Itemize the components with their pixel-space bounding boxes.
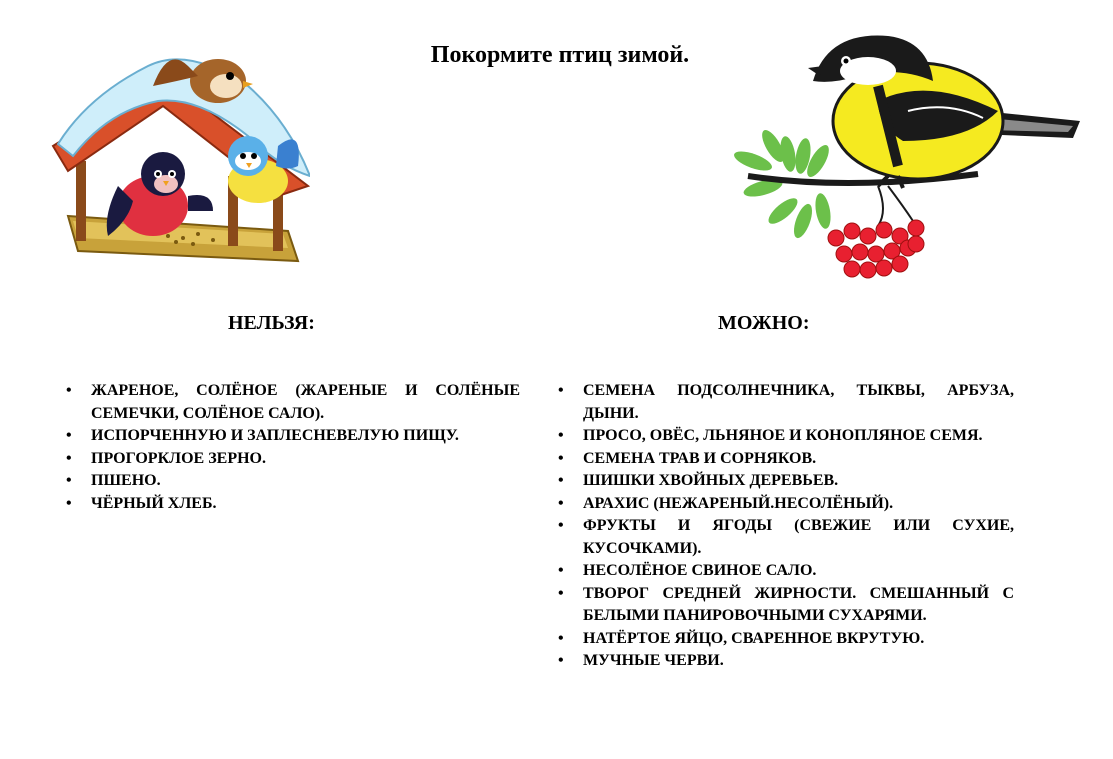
forbidden-heading: НЕЛЬЗЯ: xyxy=(228,312,315,334)
list-item: • ИСПОРЧЕННУЮ И ЗАПЛЕСНЕВЕЛУЮ ПИЩУ. xyxy=(64,425,520,448)
list-item: • ШИШКИ ХВОЙНЫХ ДЕРЕВЬЕВ. xyxy=(556,470,1014,493)
list-item: • СЕМЕНА ПОДСОЛНЕЧНИКА, ТЫКВЫ, АРБУЗА, ДЫНИ. xyxy=(556,380,1014,425)
page-title: Покормите птиц зимой. xyxy=(430,42,690,68)
list-item: • СЕМЕНА ТРАВ И СОРНЯКОВ. xyxy=(556,448,1014,471)
list-item: • НАТЁРТОЕ ЯЙЦО, СВАРЕННОЕ ВКРУТУЮ. xyxy=(556,628,1014,651)
forbidden-list xyxy=(64,380,520,515)
list-item: • НЕСОЛЁНОЕ СВИНОЕ САЛО. xyxy=(556,560,1014,583)
list-item: • ПРОСО, ОВЁС, ЛЬНЯНОЕ И КОНОПЛЯНОЕ СЕМЯ. xyxy=(556,425,1014,448)
list-item: • ПШЕНО. xyxy=(64,470,520,493)
list-item: • ПРОГОРКЛОЕ ЗЕРНО. xyxy=(64,448,520,471)
titmouse-on-rowan-illustration xyxy=(728,26,1084,284)
feeder-with-birds-illustration xyxy=(48,26,310,266)
list-item: • ЧЁРНЫЙ ХЛЕБ. xyxy=(64,493,520,516)
list-item: • МУЧНЫЕ ЧЕРВИ. xyxy=(556,650,1014,673)
list-item: • АРАХИС (НЕЖАРЕНЫЙ.НЕСОЛЁНЫЙ). xyxy=(556,493,1014,516)
list-item: • ТВОРОГ СРЕДНЕЙ ЖИРНОСТИ. СМЕШАННЫЙ С БЕЛЫМИ ПАНИРОВОЧНЫМИ СУХАРЯМИ. xyxy=(556,583,1014,628)
list-item: • ФРУКТЫ И ЯГОДЫ (СВЕЖИЕ ИЛИ СУХИЕ, КУСОЧКАМИ). xyxy=(556,515,1014,560)
list-item: • ЖАРЕНОЕ, СОЛЁНОЕ (ЖАРЕНЫЕ И СОЛЁНЫЕ СЕМЕЧКИ, СОЛЁНОЕ САЛО). xyxy=(64,380,520,425)
allowed-heading: МОЖНО: xyxy=(718,312,810,334)
allowed-list xyxy=(556,380,1014,673)
